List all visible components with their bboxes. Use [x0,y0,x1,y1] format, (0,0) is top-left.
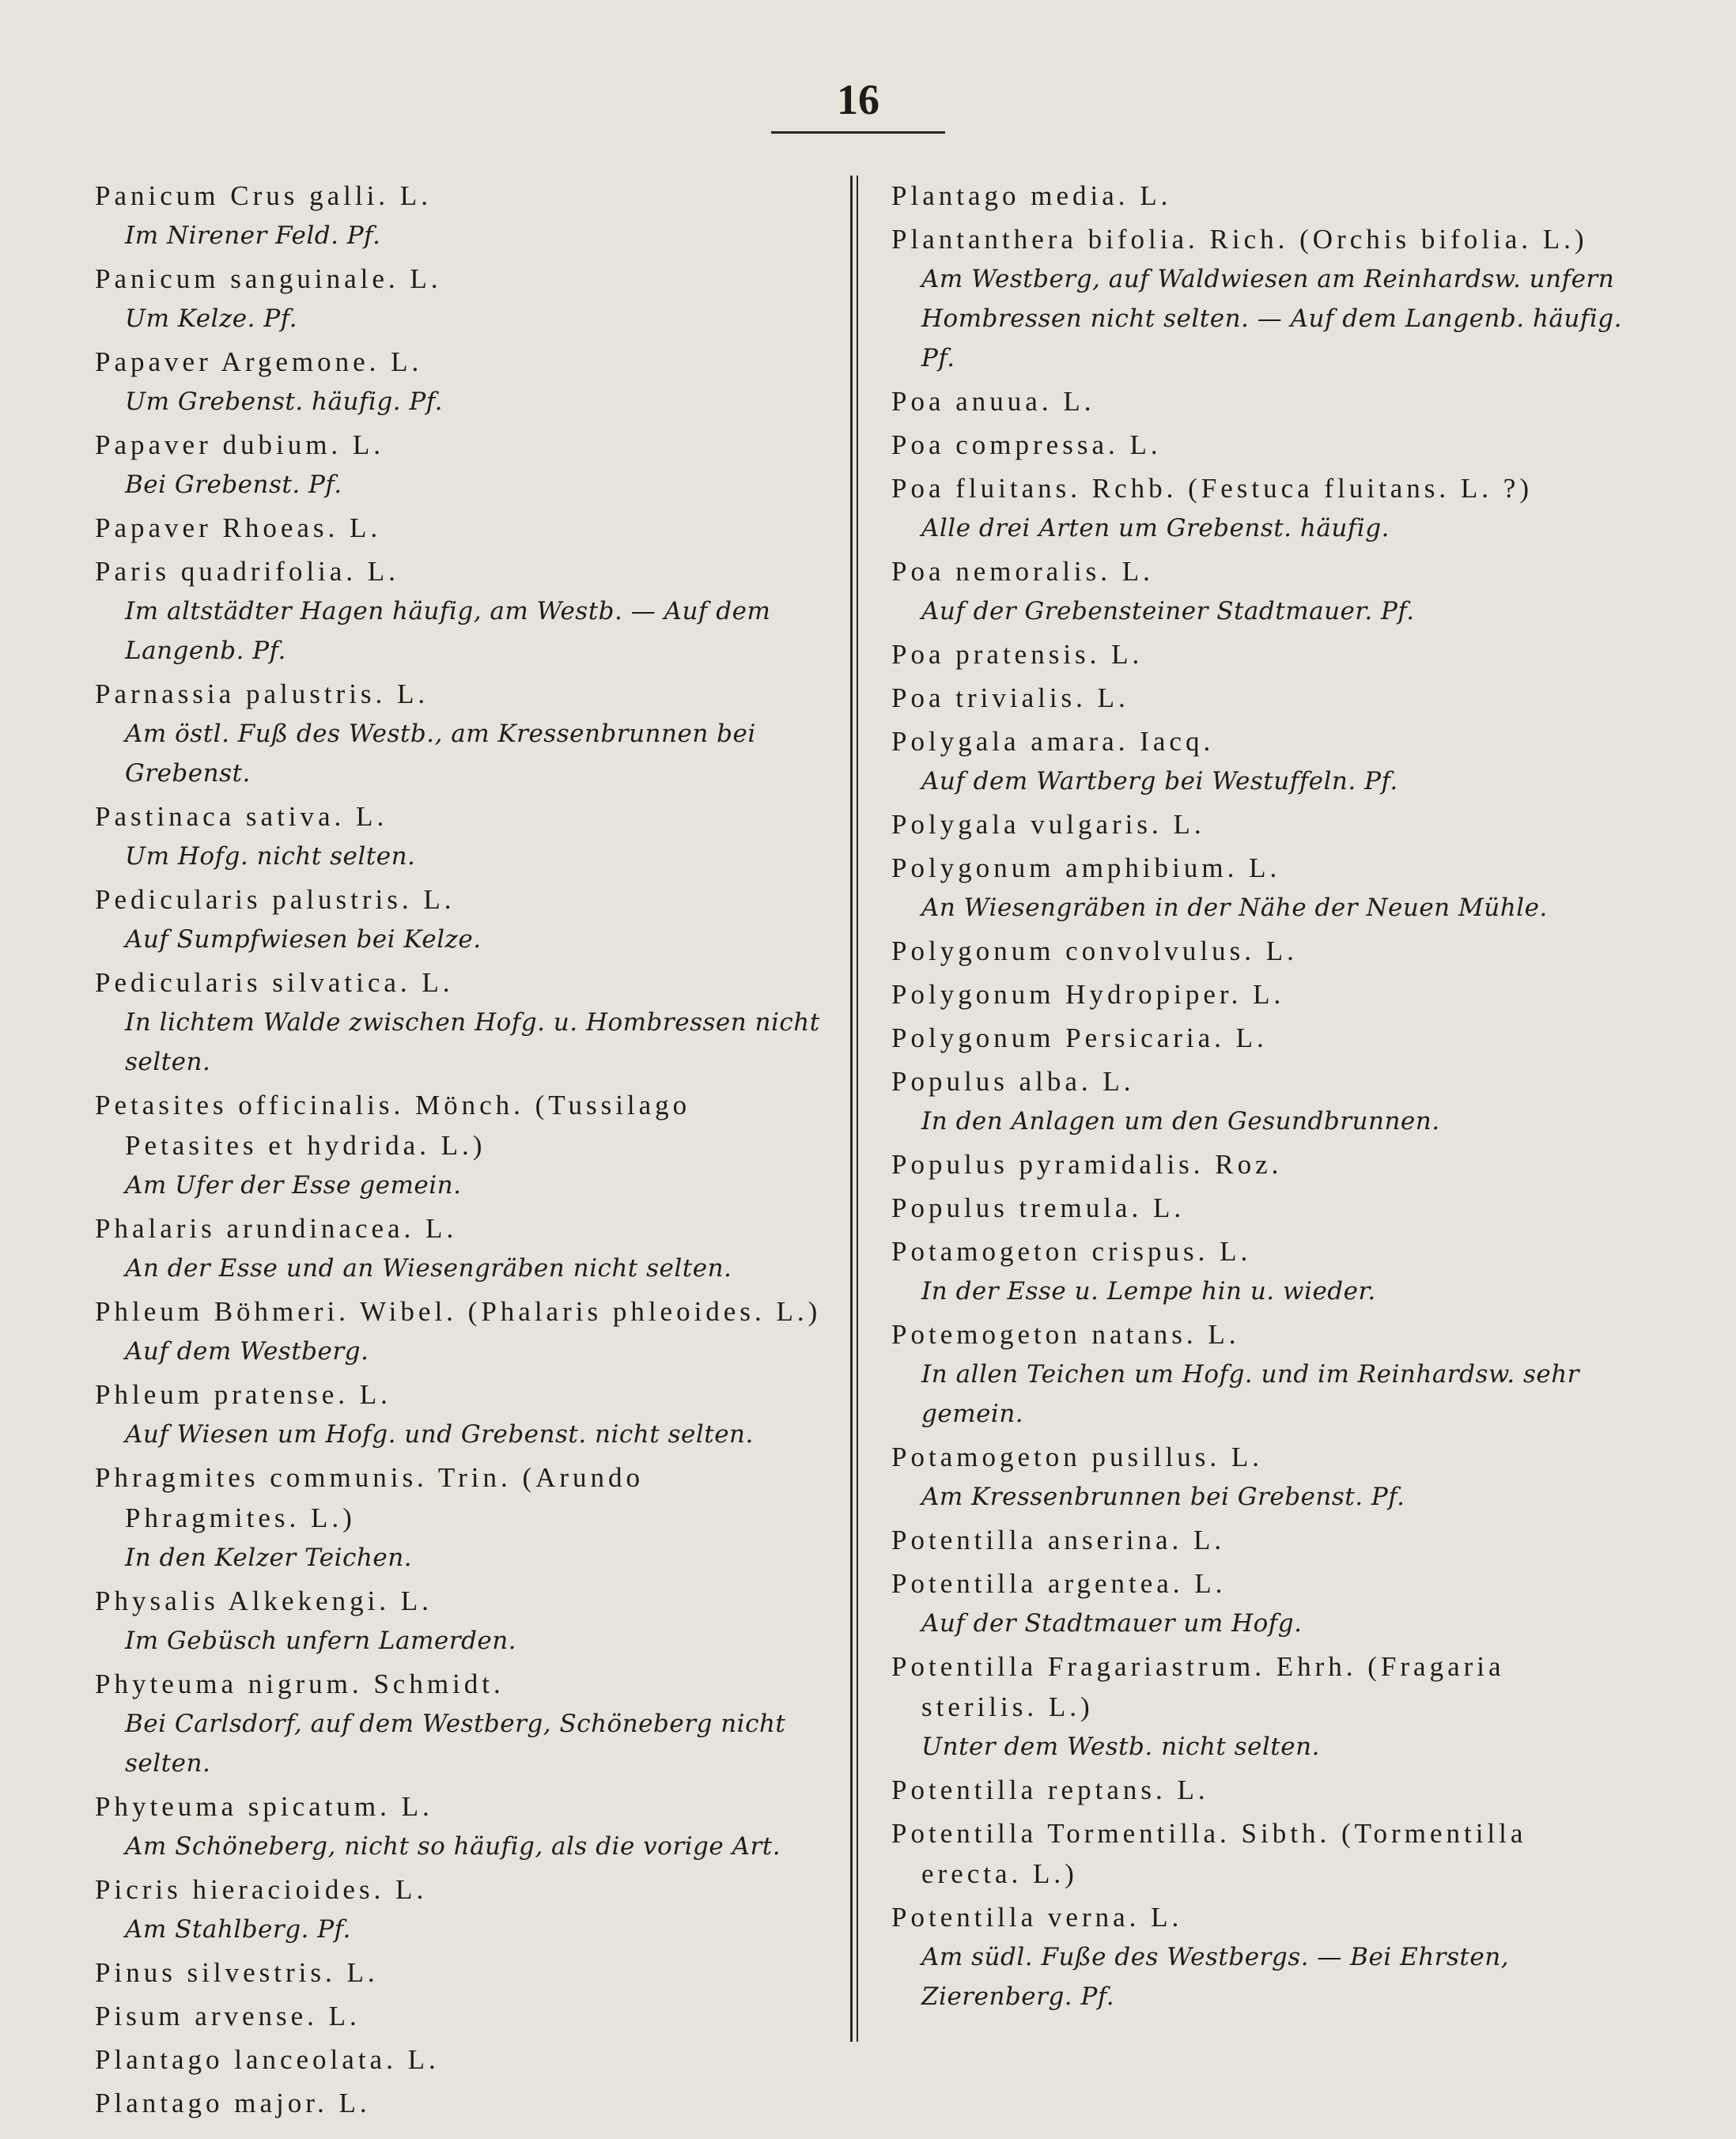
species-entry [891,1314,1623,1434]
species-name: Plantago major. L. [95,2088,371,2118]
species-entry [95,796,823,876]
species-note: In den Anlagen um den Gesundbrunnen. [921,1107,1440,1136]
species-entry [891,1770,1623,1810]
species-name: Potemogeton natans. L. [891,1319,1240,1350]
species-name: Pinus silvestris. L. [95,1957,379,1988]
species-name: Polygonum Hydropiper. L. [891,979,1285,1010]
species-name: Pedicularis silvatica. L. [95,967,454,998]
species-name: Phleum Böhmeri. Wibel. (Phalaris phleoides. L.) [95,1296,822,1327]
species-name: Pastinaca sativa. L. [95,801,388,832]
species-name: Poa trivialis. L. [891,682,1129,713]
species-name: Potentilla Fragariastrum. Ehrh. (Fragaria sterilis. L.) [891,1651,1505,1722]
species-entry [95,1208,823,1288]
species-entry [95,259,823,338]
species-name: Potentilla reptans. L. [891,1774,1209,1805]
species-entry [95,1581,823,1661]
species-name: Poa anuua. L. [891,386,1095,417]
species-name: Parnassia palustris. L. [95,678,429,709]
species-name: Potentilla Tormentilla. Sibth. (Tormentilla erecta. L.) [891,1818,1527,1889]
species-entry [95,1664,823,1783]
species-note: Auf der Stadtmauer um Hofg. [921,1609,1303,1638]
species-note: Im altstädter Hagen häufig, am Westb. — Auf dem Langenb. Pf. [125,597,771,665]
species-note: Auf dem Westberg. [125,1337,369,1366]
species-name: Phalaris arundinacea. L. [95,1213,458,1244]
species-note: Um Kelze. Pf. [125,304,297,333]
species-entry [891,931,1623,971]
species-name: Potentilla verna. L. [891,1902,1183,1933]
species-name: Paris quadrifolia. L. [95,556,399,587]
species-note: Um Grebenst. häufig. Pf. [125,387,443,416]
species-name: Panicum sanguinale. L. [95,263,442,294]
species-name: Poa pratensis. L. [891,639,1144,670]
species-entry [95,879,823,959]
species-note: Am Stahlberg. Pf. [125,1915,351,1944]
species-entry [95,551,823,671]
species-name: Pedicularis palustris. L. [95,884,456,915]
species-entry [891,219,1623,378]
species-note: Auf Sumpfwiesen bei Kelze. [125,925,482,954]
species-name: Phyteuma nigrum. Schmidt. [95,1668,505,1699]
species-name: Phragmites communis. Trin. (Arundo Phragmites. L.) [95,1462,645,1533]
species-note: In lichtem Walde zwischen Hofg. u. Hombressen nicht selten. [125,1008,820,1076]
species-entry [95,1996,823,2036]
species-name: Panicum Crus galli. L. [95,180,432,211]
species-name: Papaver Argemone. L. [95,346,423,377]
species-entry [891,804,1623,845]
species-entry [95,508,823,548]
page-number: 16 [837,76,879,123]
species-name: Potentilla argentea. L. [891,1568,1227,1599]
species-entry [95,2083,823,2123]
species-name: Pisum arvense. L. [95,2001,361,2031]
species-name: Plantanthera bifolia. Rich. (Orchis bifolia. L.) [891,224,1588,255]
right-column [891,176,1623,2020]
species-name: Potentilla anserina. L. [891,1525,1226,1555]
species-note: Um Hofg. nicht selten. [125,842,416,871]
species-note: Am südl. Fuße des Westbergs. — Bei Ehrsten, Zierenberg. Pf. [921,1943,1510,2011]
species-name: Phyteuma spicatum. L. [95,1791,433,1822]
species-note: Bei Carlsdorf, auf dem Westberg, Schöneberg nicht selten. [125,1710,786,1778]
species-name: Polygala amara. Iacq. [891,726,1215,757]
column-divider [850,176,853,2042]
species-name: Physalis Alkekengi. L. [95,1585,433,1616]
species-name: Plantago lanceolata. L. [95,2044,440,2075]
species-name: Poa fluitans. Rchb. (Festuca fluitans. L. ?) [891,473,1533,504]
species-entry [95,674,823,793]
species-note: Im Gebüsch unfern Lamerden. [125,1627,517,1655]
species-entry [891,381,1623,421]
species-name: Populus alba. L. [891,1066,1135,1097]
species-note: Am Westberg, auf Waldwiesen am Reinhardsw. unfern Hombressen nicht selten. — Auf dem Langenb. häufig. Pf. [921,265,1622,372]
species-entry [891,1144,1623,1185]
species-entry [891,1646,1623,1767]
species-entry [891,848,1623,928]
species-note: Im Nirener Feld. Pf. [125,221,381,250]
left-column [95,176,823,2126]
species-note: In den Kelzer Teichen. [125,1544,413,1572]
species-entry [95,1952,823,1993]
species-name: Papaver dubium. L. [95,429,385,460]
species-entry [95,1869,823,1949]
species-entry [891,176,1623,216]
species-entry [891,1018,1623,1058]
species-note: Am Kressenbrunnen bei Grebenst. Pf. [921,1483,1405,1511]
column-divider-secondary [857,176,858,2042]
species-name: Potamogeton pusillus. L. [891,1442,1263,1472]
species-note: Unter dem Westb. nicht selten. [921,1733,1320,1761]
species-note: In der Esse u. Lempe hin u. wieder. [921,1277,1376,1306]
species-name: Phleum pratense. L. [95,1379,391,1410]
species-note: An Wiesengräben in der Nähe der Neuen Mühle. [921,894,1548,922]
species-note: Am Schöneberg, nicht so häufig, als die vorige Art. [125,1832,781,1861]
species-entry [95,1291,823,1371]
species-entry [95,2039,823,2080]
species-name: Potamogeton crispus. L. [891,1236,1252,1267]
species-entry [891,1061,1623,1141]
species-entry [95,1786,823,1866]
species-note: Auf dem Wartberg bei Westuffeln. Pf. [921,767,1398,796]
species-note: Am östl. Fuß des Westb., am Kressenbrunnen bei Grebenst. [125,720,756,788]
species-note: Auf Wiesen um Hofg. und Grebenst. nicht selten. [125,1420,754,1449]
species-entry [891,468,1623,548]
species-entry [95,342,823,421]
species-note: In allen Teichen um Hofg. und im Reinhardsw. sehr gemein. [921,1360,1579,1428]
species-note: Alle drei Arten um Grebenst. häufig. [921,514,1390,542]
species-entry [891,551,1623,631]
species-name: Populus pyramidalis. Roz. [891,1149,1283,1180]
species-name: Poa nemoralis. L. [891,556,1154,587]
species-entry [891,634,1623,675]
species-name: Polygonum amphibium. L. [891,852,1281,883]
species-entry [95,1457,823,1578]
species-entry [891,1231,1623,1311]
species-entry [95,1374,823,1454]
species-entry [891,1520,1623,1560]
species-name: Papaver Rhoeas. L. [95,512,382,543]
species-entry [891,974,1623,1015]
species-entry [95,1085,823,1205]
species-name: Polygonum convolvulus. L. [891,935,1298,966]
species-name: Poa compressa. L. [891,429,1162,460]
species-entry [95,962,823,1082]
species-note: Am Ufer der Esse gemein. [125,1171,462,1200]
species-note: An der Esse und an Wiesengräben nicht selten. [125,1254,732,1283]
species-entry [891,1563,1623,1643]
species-note: Bei Grebenst. Pf. [125,471,342,499]
species-entry [891,1813,1623,1894]
species-entry [891,721,1623,801]
species-note: Auf der Grebensteiner Stadtmauer. Pf. [921,597,1415,625]
species-entry [95,425,823,505]
species-entry [891,1188,1623,1228]
species-name: Polygonum Persicaria. L. [891,1022,1268,1053]
species-entry [891,1437,1623,1517]
species-name: Polygala vulgaris. L. [891,809,1205,840]
species-name: Picris hieracioides. L. [95,1874,428,1905]
species-entry [891,425,1623,465]
species-entry [95,176,823,255]
species-name: Petasites officinalis. Mönch. (Tussilago Petasites et hydrida. L.) [95,1090,691,1161]
species-entry [891,1897,1623,2016]
header-rule [771,131,945,134]
species-name: Plantago media. L. [891,180,1172,211]
species-entry [891,678,1623,718]
species-name: Populus tremula. L. [891,1192,1186,1223]
